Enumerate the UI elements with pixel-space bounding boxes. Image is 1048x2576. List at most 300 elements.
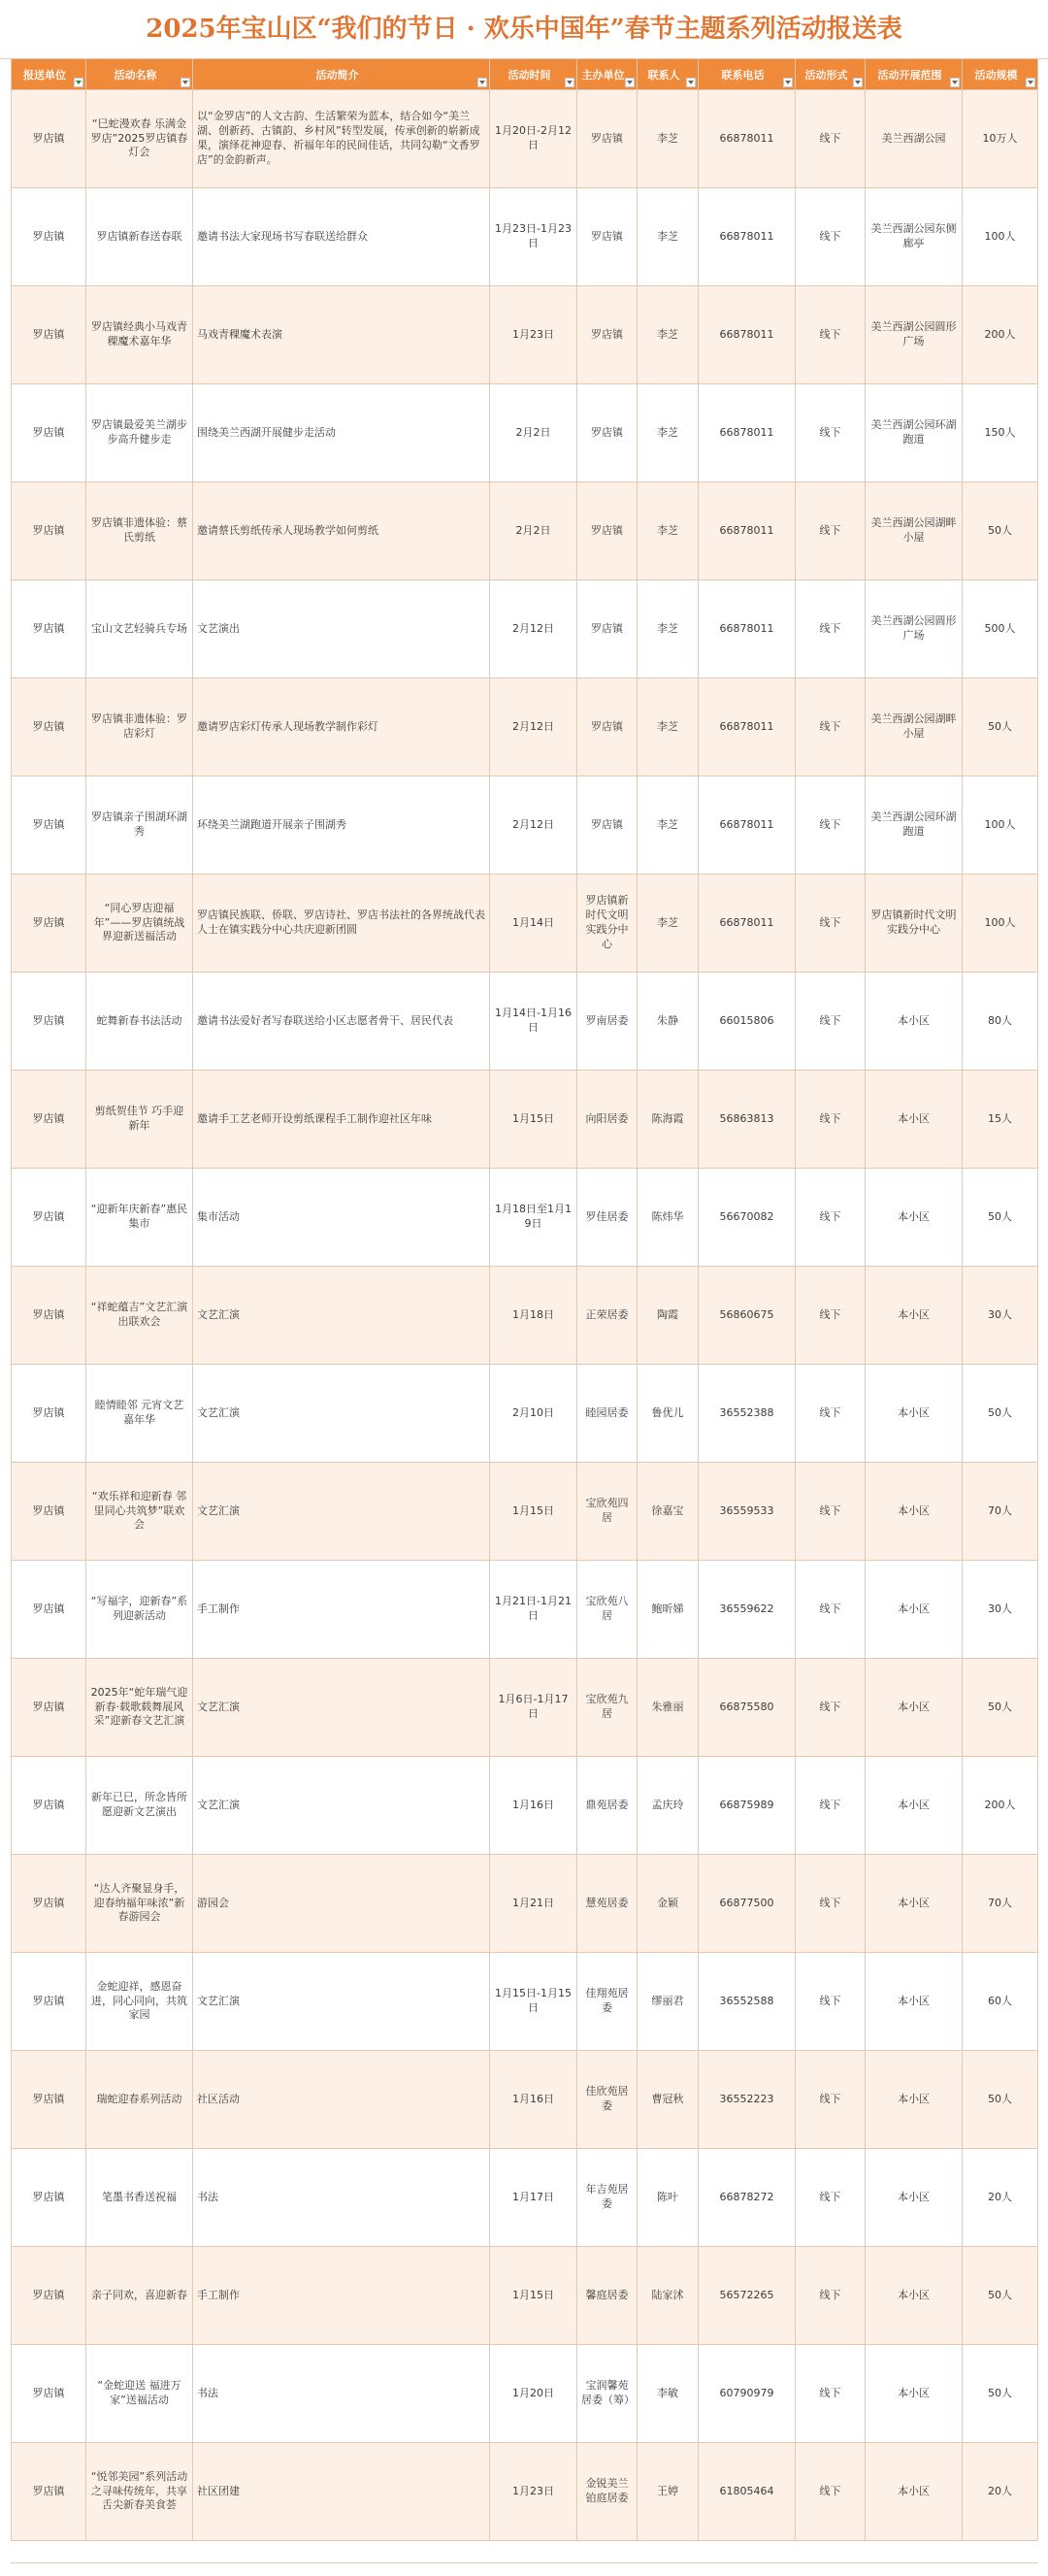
page-title: 2025年宝山区“我们的节日 · 欢乐中国年”春节主题系列活动报送表 [0,0,1048,59]
cell-activity-name: 剪纸贺佳节 巧手迎新年 [86,1071,193,1169]
cell-contact: 徐嘉宝 [638,1463,699,1561]
table-row [12,1855,1038,1953]
cell-scope: 本小区 [866,2345,963,2443]
cell-activity-intro: 文艺演出 [193,580,490,678]
table-body [12,90,1038,2541]
cell-format: 线下 [796,2345,866,2443]
cell-phone: 66875989 [699,1757,796,1855]
cell-organizer: 宝欣苑九居 [577,1659,638,1757]
cell-activity-intro: 书法 [193,2149,490,2247]
cell-activity-time: 1月16日 [490,2051,577,2149]
cell-activity-name: 罗店镇最爱美兰湖步步高升健步走 [86,384,193,482]
header-format [796,59,866,90]
cell-phone: 61805464 [699,2443,796,2541]
cell-phone: 66878011 [699,482,796,580]
cell-scale: 70人 [963,1855,1038,1953]
cell-organizer: 罗店镇新时代文明实践分中心 [577,875,638,973]
table-row [12,2051,1038,2149]
cell-activity-time: 1月23日 [490,286,577,384]
cell-activity-name: “祥蛇蕴吉”文艺汇演出联欢会 [86,1267,193,1365]
cell-report-unit: 罗店镇 [12,875,86,973]
header-activity-intro [193,59,490,90]
cell-phone: 56863813 [699,1071,796,1169]
cell-contact: 缪丽君 [638,1953,699,2051]
cell-activity-intro: 文艺汇演 [193,1267,490,1365]
cell-contact: 李芝 [638,678,699,776]
cell-report-unit: 罗店镇 [12,678,86,776]
cell-format: 线下 [796,1659,866,1757]
cell-phone: 66878011 [699,384,796,482]
column-header-label: 活动简介 [315,68,359,82]
cell-scale: 70人 [963,1463,1038,1561]
cell-scale: 50人 [963,1659,1038,1757]
cell-contact: 陶霞 [638,1267,699,1365]
activity-table [11,58,1038,2541]
cell-activity-intro: 围绕美兰西湖开展健步走活动 [193,384,490,482]
cell-report-unit: 罗店镇 [12,2247,86,2345]
cell-scope: 本小区 [866,973,963,1071]
cell-report-unit: 罗店镇 [12,1169,86,1267]
cell-scale: 100人 [963,776,1038,875]
cell-scope: 本小区 [866,1953,963,2051]
cell-scope: 本小区 [866,2247,963,2345]
cell-activity-intro: 马戏青稞魔术表演 [193,286,490,384]
cell-scope: 本小区 [866,1561,963,1659]
cell-organizer: 睦园居委 [577,1365,638,1463]
cell-contact: 王婷 [638,2443,699,2541]
cell-scale: 50人 [963,2345,1038,2443]
cell-report-unit: 罗店镇 [12,286,86,384]
cell-activity-name: 睦情睦邻 元宵文艺嘉年华 [86,1365,193,1463]
filter-dropdown-icon[interactable] [74,78,83,87]
table-row [12,2443,1038,2541]
cell-report-unit: 罗店镇 [12,1855,86,1953]
cell-activity-name: “迎新年庆新春”惠民集市 [86,1169,193,1267]
cell-format: 线下 [796,776,866,875]
table-row [12,1267,1038,1365]
cell-format: 线下 [796,1463,866,1561]
cell-report-unit: 罗店镇 [12,1659,86,1757]
cell-scope: 美兰西湖公园 [866,90,963,188]
filter-dropdown-icon[interactable] [950,78,960,87]
column-header-label: 联系电话 [721,68,765,82]
cell-organizer: 年吉苑居委 [577,2149,638,2247]
cell-organizer: 罗店镇 [577,776,638,875]
table-row [12,875,1038,973]
cell-format: 线下 [796,973,866,1071]
cell-format: 线下 [796,2051,866,2149]
cell-activity-name: 罗店镇非遗体验：蔡氏剪纸 [86,482,193,580]
cell-format: 线下 [796,1953,866,2051]
cell-format: 线下 [796,2443,866,2541]
column-header-label: 活动规模 [974,68,1018,82]
table-row [12,286,1038,384]
cell-activity-intro: 邀请罗店彩灯传承人现场教学制作彩灯 [193,678,490,776]
cell-scope: 美兰西湖公园环湖跑道 [866,776,963,875]
cell-format: 线下 [796,1561,866,1659]
cell-organizer: 馨庭居委 [577,2247,638,2345]
cell-activity-time: 1月18日 [490,1267,577,1365]
cell-organizer: 鼎苑居委 [577,1757,638,1855]
table-row [12,1365,1038,1463]
cell-report-unit: 罗店镇 [12,2149,86,2247]
table-row [12,1953,1038,2051]
cell-scope: 本小区 [866,1071,963,1169]
cell-contact: 李芝 [638,384,699,482]
cell-phone: 56572265 [699,2247,796,2345]
cell-scope: 罗店镇新时代文明实践分中心 [866,875,963,973]
cell-format: 线下 [796,2247,866,2345]
cell-activity-time: 1月16日 [490,1757,577,1855]
cell-activity-name: 新年已巳，所念皆所愿迎新文艺演出 [86,1757,193,1855]
column-header-label: 活动开展范围 [877,68,942,82]
table-row [12,1169,1038,1267]
cell-activity-name: “欢乐祥和迎新春 邻里同心共筑梦”联欢会 [86,1463,193,1561]
header-activity-time [490,59,577,90]
cell-activity-time: 2月10日 [490,1365,577,1463]
table-row [12,580,1038,678]
header-scale [963,59,1038,90]
cell-report-unit: 罗店镇 [12,90,86,188]
cell-scale: 50人 [963,482,1038,580]
cell-activity-name: 蛇舞新春书法活动 [86,973,193,1071]
cell-report-unit: 罗店镇 [12,482,86,580]
column-header-label: 报送单位 [23,68,66,82]
cell-organizer: 金锐美兰铂庭居委 [577,2443,638,2541]
cell-activity-name: “悦邻美园”系列活动之寻味传统年，共享舌尖新春美食荟 [86,2443,193,2541]
table-row [12,384,1038,482]
cell-report-unit: 罗店镇 [12,384,86,482]
table-row [12,973,1038,1071]
cell-contact: 李芝 [638,188,699,286]
cell-organizer: 罗店镇 [577,90,638,188]
cell-organizer: 正荣居委 [577,1267,638,1365]
cell-activity-intro: 文艺汇演 [193,1659,490,1757]
cell-organizer: 宝润馨苑居委（筹） [577,2345,638,2443]
cell-scale: 50人 [963,678,1038,776]
cell-activity-name: “写福字，迎新春”系列迎新活动 [86,1561,193,1659]
filter-dropdown-icon[interactable] [783,78,793,87]
cell-activity-name: 罗店镇新春送春联 [86,188,193,286]
cell-contact: 李芝 [638,875,699,973]
cell-scope: 本小区 [866,1365,963,1463]
cell-contact: 鲁优儿 [638,1365,699,1463]
cell-activity-time: 1月23日-1月23日 [490,188,577,286]
cell-scale: 30人 [963,1561,1038,1659]
table-row [12,1659,1038,1757]
table-row [12,776,1038,875]
cell-organizer: 宝欣苑四居 [577,1463,638,1561]
cell-scale: 15人 [963,1071,1038,1169]
cell-scale: 50人 [963,2247,1038,2345]
cell-activity-time: 1月21日 [490,1855,577,1953]
cell-organizer: 罗佳居委 [577,1169,638,1267]
cell-contact: 朱静 [638,973,699,1071]
cell-format: 线下 [796,875,866,973]
cell-scale: 20人 [963,2149,1038,2247]
cell-scale: 200人 [963,1757,1038,1855]
cell-scope: 美兰西湖公园圆形广场 [866,580,963,678]
cell-scope: 美兰西湖公园东侧廊亭 [866,188,963,286]
cell-contact: 李芝 [638,286,699,384]
cell-activity-name: “达人齐聚显身手，迎春纳福年味浓”新春游园会 [86,1855,193,1953]
cell-report-unit: 罗店镇 [12,1463,86,1561]
cell-scale: 10万人 [963,90,1038,188]
filter-dropdown-icon[interactable] [180,78,190,87]
cell-scope: 本小区 [866,1757,963,1855]
cell-scale: 50人 [963,1169,1038,1267]
cell-contact: 金颖 [638,1855,699,1953]
cell-activity-intro: 邀请蔡氏剪纸传承人现场教学如何剪纸 [193,482,490,580]
cell-phone: 66878011 [699,875,796,973]
cell-format: 线下 [796,384,866,482]
cell-scale: 50人 [963,2051,1038,2149]
cell-format: 线下 [796,1169,866,1267]
cell-scope: 美兰西湖公园湖畔小屋 [866,482,963,580]
cell-activity-time: 1月14日-1月16日 [490,973,577,1071]
cell-activity-intro: 邀请手工艺老师开设剪纸课程手工制作迎社区年味 [193,1071,490,1169]
cell-phone: 36552388 [699,1365,796,1463]
column-header-label: 活动名称 [114,68,157,82]
table-row [12,1561,1038,1659]
cell-activity-name: “同心罗店迎福年”——罗店镇统战界迎新送福活动 [86,875,193,973]
cell-activity-time: 1月15日 [490,2247,577,2345]
cell-organizer: 罗店镇 [577,384,638,482]
cell-activity-name: 罗店镇非遗体验：罗店彩灯 [86,678,193,776]
header-organizer [577,59,638,90]
cell-activity-time: 1月14日 [490,875,577,973]
cell-activity-intro: 书法 [193,2345,490,2443]
cell-activity-time: 2月12日 [490,678,577,776]
cell-activity-intro: 社区团建 [193,2443,490,2541]
table-bottom-border [11,2562,1037,2563]
cell-scope: 美兰西湖公园湖畔小屋 [866,678,963,776]
cell-report-unit: 罗店镇 [12,1953,86,2051]
cell-scope: 本小区 [866,1267,963,1365]
cell-scale: 80人 [963,973,1038,1071]
cell-phone: 66878011 [699,678,796,776]
cell-phone: 66878272 [699,2149,796,2247]
cell-scope: 本小区 [866,2443,963,2541]
cell-scope: 本小区 [866,1855,963,1953]
header-activity-name [86,59,193,90]
cell-format: 线下 [796,188,866,286]
cell-contact: 孟庆玲 [638,1757,699,1855]
cell-activity-name: 罗店镇经典小马戏青稞魔术嘉年华 [86,286,193,384]
cell-phone: 56670082 [699,1169,796,1267]
cell-activity-name: 瑞蛇迎春系列活动 [86,2051,193,2149]
cell-scope: 本小区 [866,1463,963,1561]
cell-contact: 李芝 [638,482,699,580]
filter-dropdown-icon[interactable] [477,78,487,87]
cell-format: 线下 [796,1071,866,1169]
cell-activity-intro: 邀请书法大家现场书写春联送给群众 [193,188,490,286]
cell-activity-name: “金蛇迎送 福进万家”送福活动 [86,2345,193,2443]
table-row [12,188,1038,286]
cell-activity-intro: 文艺汇演 [193,1757,490,1855]
cell-activity-intro: 社区活动 [193,2051,490,2149]
cell-activity-time: 1月15日 [490,1463,577,1561]
cell-activity-name: 亲子同欢，喜迎新春 [86,2247,193,2345]
header-report-unit [12,59,86,90]
cell-activity-intro: 游园会 [193,1855,490,1953]
cell-phone: 60790979 [699,2345,796,2443]
cell-phone: 66878011 [699,776,796,875]
cell-scale: 100人 [963,188,1038,286]
cell-activity-intro: 邀请书法爱好者写春联送给小区志愿者骨干、居民代表 [193,973,490,1071]
cell-activity-name: 2025年“蛇年瑞气迎新春·载歌载舞展风采”迎新春文艺汇演 [86,1659,193,1757]
filter-dropdown-icon[interactable] [625,78,635,87]
column-header-label: 主办单位 [581,68,625,82]
cell-phone: 66878011 [699,580,796,678]
cell-format: 线下 [796,1365,866,1463]
table-row [12,90,1038,188]
cell-scale: 500人 [963,580,1038,678]
cell-contact: 李敏 [638,2345,699,2443]
cell-activity-time: 1月20日 [490,2345,577,2443]
filter-dropdown-icon[interactable] [686,78,696,87]
cell-contact: 陈炜华 [638,1169,699,1267]
header-phone [699,59,796,90]
cell-contact: 陈海霞 [638,1071,699,1169]
cell-organizer: 罗店镇 [577,286,638,384]
cell-organizer: 宝欣苑八居 [577,1561,638,1659]
cell-format: 线下 [796,1757,866,1855]
cell-report-unit: 罗店镇 [12,1757,86,1855]
table-row [12,1463,1038,1561]
cell-phone: 66878011 [699,90,796,188]
cell-scale: 200人 [963,286,1038,384]
cell-scale: 150人 [963,384,1038,482]
cell-activity-time: 2月2日 [490,482,577,580]
cell-activity-time: 1月23日 [490,2443,577,2541]
table-row [12,2247,1038,2345]
cell-contact: 陆家沭 [638,2247,699,2345]
cell-scope: 美兰西湖公园圆形广场 [866,286,963,384]
cell-activity-time: 2月2日 [490,384,577,482]
cell-activity-name: “巳蛇漫欢春 乐满金罗店”2025罗店镇春灯会 [86,90,193,188]
cell-phone: 66878011 [699,188,796,286]
cell-activity-intro: 手工制作 [193,2247,490,2345]
cell-format: 线下 [796,1855,866,1953]
cell-activity-intro: 集市活动 [193,1169,490,1267]
filter-dropdown-icon[interactable] [853,78,863,87]
filter-dropdown-icon[interactable] [1026,78,1035,87]
cell-organizer: 罗南居委 [577,973,638,1071]
cell-format: 线下 [796,2149,866,2247]
cell-organizer: 佳欣苑居委 [577,2051,638,2149]
table-row [12,482,1038,580]
filter-dropdown-icon[interactable] [565,78,574,87]
cell-activity-intro: 罗店镇民族联、侨联、罗店诗社、罗店书法社的各界统战代表人士在镇实践分中心共庆迎新团圆 [193,875,490,973]
cell-contact: 鲍昕娣 [638,1561,699,1659]
cell-report-unit: 罗店镇 [12,1365,86,1463]
cell-report-unit: 罗店镇 [12,776,86,875]
header-row [12,59,1038,90]
cell-organizer: 慧苑居委 [577,1855,638,1953]
cell-format: 线下 [796,1267,866,1365]
table-row [12,2345,1038,2443]
cell-format: 线下 [796,286,866,384]
cell-phone: 66875580 [699,1659,796,1757]
column-header-label: 活动形式 [804,68,848,82]
cell-organizer: 罗店镇 [577,482,638,580]
cell-phone: 66015806 [699,973,796,1071]
cell-report-unit: 罗店镇 [12,2443,86,2541]
column-header-label: 联系人 [647,68,680,82]
cell-phone: 36559533 [699,1463,796,1561]
cell-scale: 60人 [963,1953,1038,2051]
cell-activity-intro: 手工制作 [193,1561,490,1659]
table-row [12,2149,1038,2247]
cell-scale: 100人 [963,875,1038,973]
cell-report-unit: 罗店镇 [12,973,86,1071]
cell-scale: 50人 [963,1365,1038,1463]
header-contact [638,59,699,90]
table-row [12,1071,1038,1169]
cell-contact: 李芝 [638,580,699,678]
cell-phone: 36552588 [699,1953,796,2051]
cell-report-unit: 罗店镇 [12,1267,86,1365]
cell-organizer: 佳翔苑居委 [577,1953,638,2051]
cell-phone: 66877500 [699,1855,796,1953]
cell-phone: 66878011 [699,286,796,384]
cell-activity-time: 1月21日-1月21日 [490,1561,577,1659]
cell-activity-name: 罗店镇亲子围湖环湖秀 [86,776,193,875]
cell-format: 线下 [796,482,866,580]
cell-format: 线下 [796,678,866,776]
table-row [12,1757,1038,1855]
cell-activity-intro: 文艺汇演 [193,1365,490,1463]
cell-scope: 美兰西湖公园环湖跑道 [866,384,963,482]
cell-activity-intro: 文艺汇演 [193,1953,490,2051]
cell-contact: 朱雅丽 [638,1659,699,1757]
cell-scope: 本小区 [866,1659,963,1757]
cell-organizer: 罗店镇 [577,580,638,678]
cell-activity-time: 1月20日-2月12日 [490,90,577,188]
cell-activity-name: 金蛇迎祥，感恩奋进，同心同向，共筑家园 [86,1953,193,2051]
cell-contact: 李芝 [638,90,699,188]
cell-activity-intro: 以“金罗店”的人文古韵、生活繁荣为蓝本，结合如今“美兰湖、创新药、古镇韵、乡村风”转型发展，传承创新的崭新成果，演绎花神迎春、祈福年年的民间佳话，共同勾勒“文香罗店”的金韵新声。 [193,90,490,188]
cell-report-unit: 罗店镇 [12,2345,86,2443]
cell-activity-intro: 文艺汇演 [193,1463,490,1561]
cell-organizer: 罗店镇 [577,188,638,286]
cell-scope: 本小区 [866,2149,963,2247]
cell-report-unit: 罗店镇 [12,1071,86,1169]
cell-phone: 36559622 [699,1561,796,1659]
cell-scale: 20人 [963,2443,1038,2541]
cell-activity-name: 笔墨书香送祝福 [86,2149,193,2247]
cell-report-unit: 罗店镇 [12,2051,86,2149]
cell-activity-time: 1月15日 [490,1071,577,1169]
cell-scale: 30人 [963,1267,1038,1365]
cell-scope: 本小区 [866,2051,963,2149]
cell-activity-time: 1月18日至1月19日 [490,1169,577,1267]
cell-activity-time: 2月12日 [490,580,577,678]
cell-format: 线下 [796,580,866,678]
cell-contact: 李芝 [638,776,699,875]
cell-organizer: 罗店镇 [577,678,638,776]
cell-contact: 曹冠秋 [638,2051,699,2149]
table-row [12,678,1038,776]
cell-phone: 56860675 [699,1267,796,1365]
cell-phone: 36552223 [699,2051,796,2149]
cell-activity-intro: 环绕美兰湖跑道开展亲子围湖秀 [193,776,490,875]
cell-organizer: 向阳居委 [577,1071,638,1169]
cell-activity-name: 宝山文艺轻骑兵专场 [86,580,193,678]
cell-contact: 陈叶 [638,2149,699,2247]
cell-activity-time: 1月17日 [490,2149,577,2247]
